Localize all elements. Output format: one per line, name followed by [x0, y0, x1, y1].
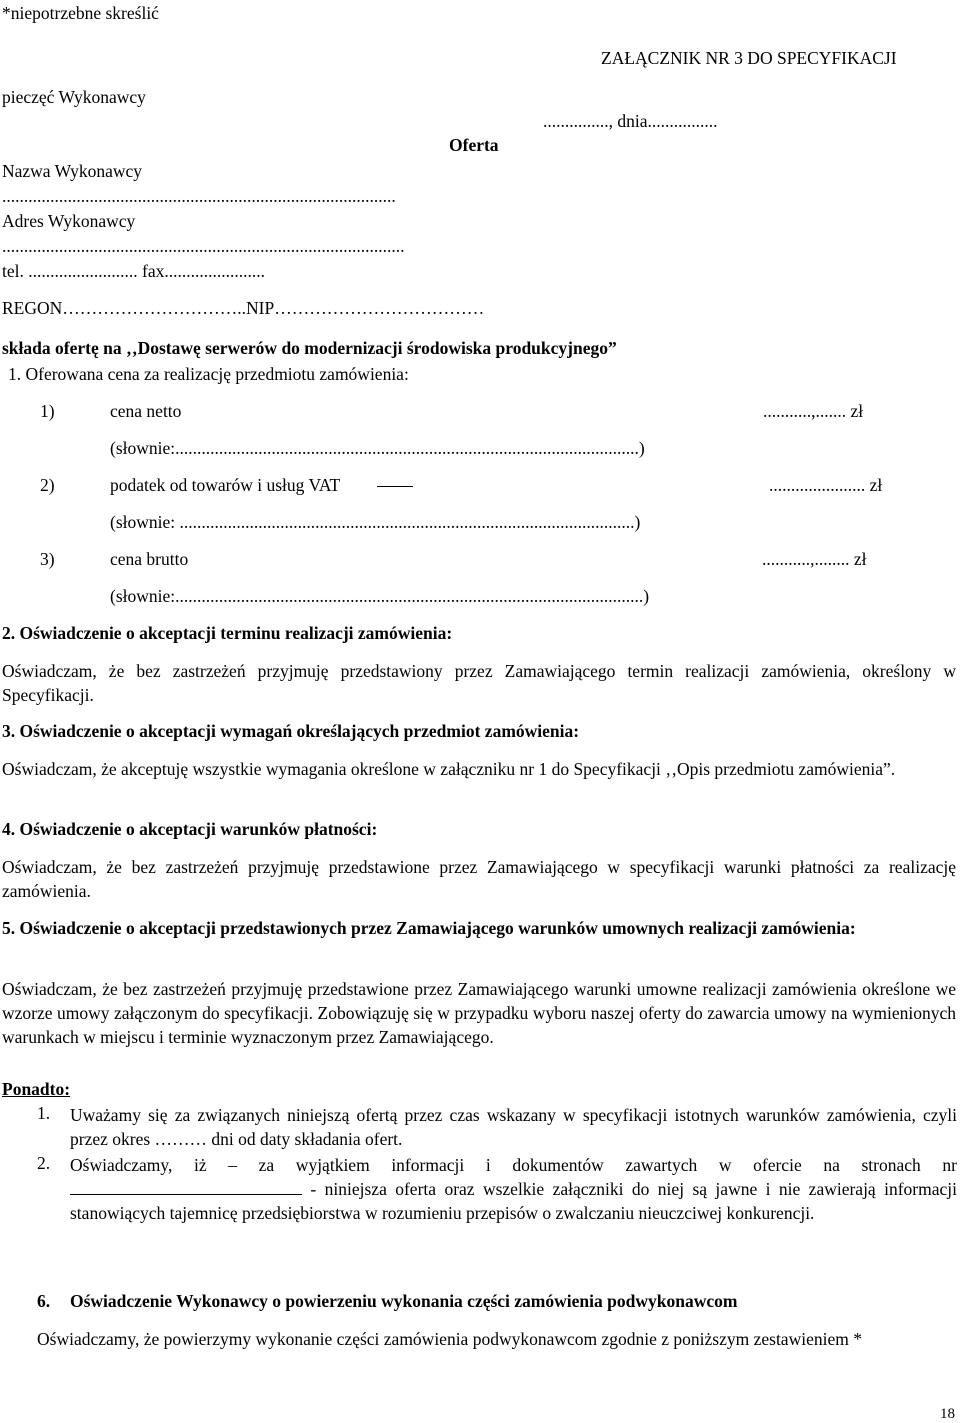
page-number: 18: [940, 1406, 955, 1422]
ponadto-item-text-after: - niniejsza oferta oraz wszelkie załączniki do niej są jawne i nie zawierają informacji stanowiących tajemnicę przedsiębiorstwa w rozumieniu przepisów o zwalczaniu nieuczciwej konkurencji.: [70, 1179, 957, 1223]
contractor-name-label: Nazwa Wykonawcy: [2, 161, 143, 181]
section-6-text: Oświadczamy, że powierzymy wykonanie części zamówienia podwykonawcom zgodnie z poniższym zestawieniem *: [37, 1329, 862, 1349]
contractor-name-dots: ..........................................................................................: [2, 186, 396, 206]
price-item-words: (słownie: ........................................................................................................): [110, 512, 641, 532]
price-item-number: 3): [40, 549, 55, 569]
section-3-heading: 3. Oświadczenie o akceptacji wymagań określających przedmiot zamówienia:: [2, 721, 580, 741]
offer-subject: [2, 338, 617, 359]
section-5-text: Oświadczam, że bez zastrzeżeń przyjmuję przedstawione przez Zamawiającego warunki umowne realizacji zamówienia określone we wzorze umowy załączonym do specyfikacji. Zobowiązuję się w przypadku wyboru naszej oferty do zawarcia umowy na wymienionych warunkach w miejscu i terminie wyznaczonym przez Zamawiającego.: [2, 979, 956, 1047]
price-item-words: (słownie:...........................................................................................................): [110, 586, 650, 606]
section-2-heading: 2. Oświadczenie o akceptacji terminu realizacji zamówienia:: [2, 623, 453, 643]
ponadto-item-text-before: Oświadczamy, iż – za wyjątkiem informacji i dokumentów zawartych w ofercie na stronach nr: [70, 1155, 957, 1175]
ponadto-item-number: 1.: [37, 1103, 51, 1123]
phone-fax-line: tel. ......................... fax.......................: [2, 261, 265, 281]
contractor-address-label: Adres Wykonawcy: [2, 211, 136, 231]
regon-nip-line: REGON…………………………..NIP………………………………: [2, 298, 485, 318]
section-4-text: Oświadczam, że bez zastrzeżeń przyjmuję przedstawione przez Zamawiającego w specyfikacji warunki płatności za realizację zamówienia.: [2, 857, 956, 901]
offer-title: Oferta: [449, 135, 499, 155]
price-item-amount: ...........,....... zł: [763, 401, 864, 421]
ponadto-item-number: 2.: [37, 1153, 51, 1173]
section-4-heading: 4. Oświadczenie o akceptacji warunków płatności:: [2, 819, 378, 839]
section-1-heading: 1. Oferowana cena za realizację przedmiotu zamówienia:: [8, 364, 409, 384]
section-2-text: Oświadczam, że bez zastrzeżeń przyjmuję przedstawiony przez Zamawiającego termin realizacji zamówienia, określony w Specyfikacji.: [2, 661, 956, 705]
price-item-number: 1): [40, 401, 55, 421]
section-3-text: Oświadczam, że akceptuję wszystkie wymagania określone w załączniku nr 1 do Specyfikacji ‚‚Opis przedmiotu zamówienia”.: [2, 759, 896, 779]
attachment-label: ZAŁĄCZNIK NR 3 DO SPECYFIKACJI: [601, 48, 897, 68]
offer-subject-title: ‚‚Dostawę serwerów do modernizacji środowiska produkcyjnego”: [125, 338, 617, 358]
section-6-number: 6.: [37, 1291, 51, 1311]
price-item-amount: ...........,........ zł: [762, 549, 867, 569]
date-line: ..............., dnia................: [543, 111, 718, 131]
price-item-label: podatek od towarów i usług VAT: [110, 475, 341, 495]
ponadto-label: Ponadto:: [2, 1079, 71, 1099]
price-item-label: cena netto: [110, 401, 182, 421]
price-item-dash: [377, 486, 413, 487]
price-item-words: (słownie:..........................................................................................................): [110, 438, 645, 458]
contractor-stamp-label: pieczęć Wykonawcy: [2, 87, 146, 107]
pages-blank-field: [70, 1180, 302, 1195]
price-item-number: 2): [40, 475, 55, 495]
section-6-heading: Oświadczenie Wykonawcy o powierzeniu wykonania części zamówienia podwykonawcom: [70, 1291, 738, 1311]
ponadto-item-text: [70, 1153, 957, 1225]
price-item-label: cena brutto: [110, 549, 189, 569]
footnote: *niepotrzebne skreślić: [2, 3, 159, 23]
contractor-address-dots: ............................................................................................: [2, 236, 405, 256]
ponadto-item-text: Uważamy się za związanych niniejszą ofertą przez czas wskazany w specyfikacji istotnych warunków zamówienia, czyli przez okres ……… dni od daty składania ofert.: [70, 1105, 957, 1149]
price-item-amount: ...................... zł: [769, 475, 883, 495]
offer-subject-prefix: składa ofertę na: [2, 338, 126, 358]
section-5-heading: 5. Oświadczenie o akceptacji przedstawionych przez Zamawiającego warunków umownych realizacji zamówienia:: [2, 918, 856, 938]
